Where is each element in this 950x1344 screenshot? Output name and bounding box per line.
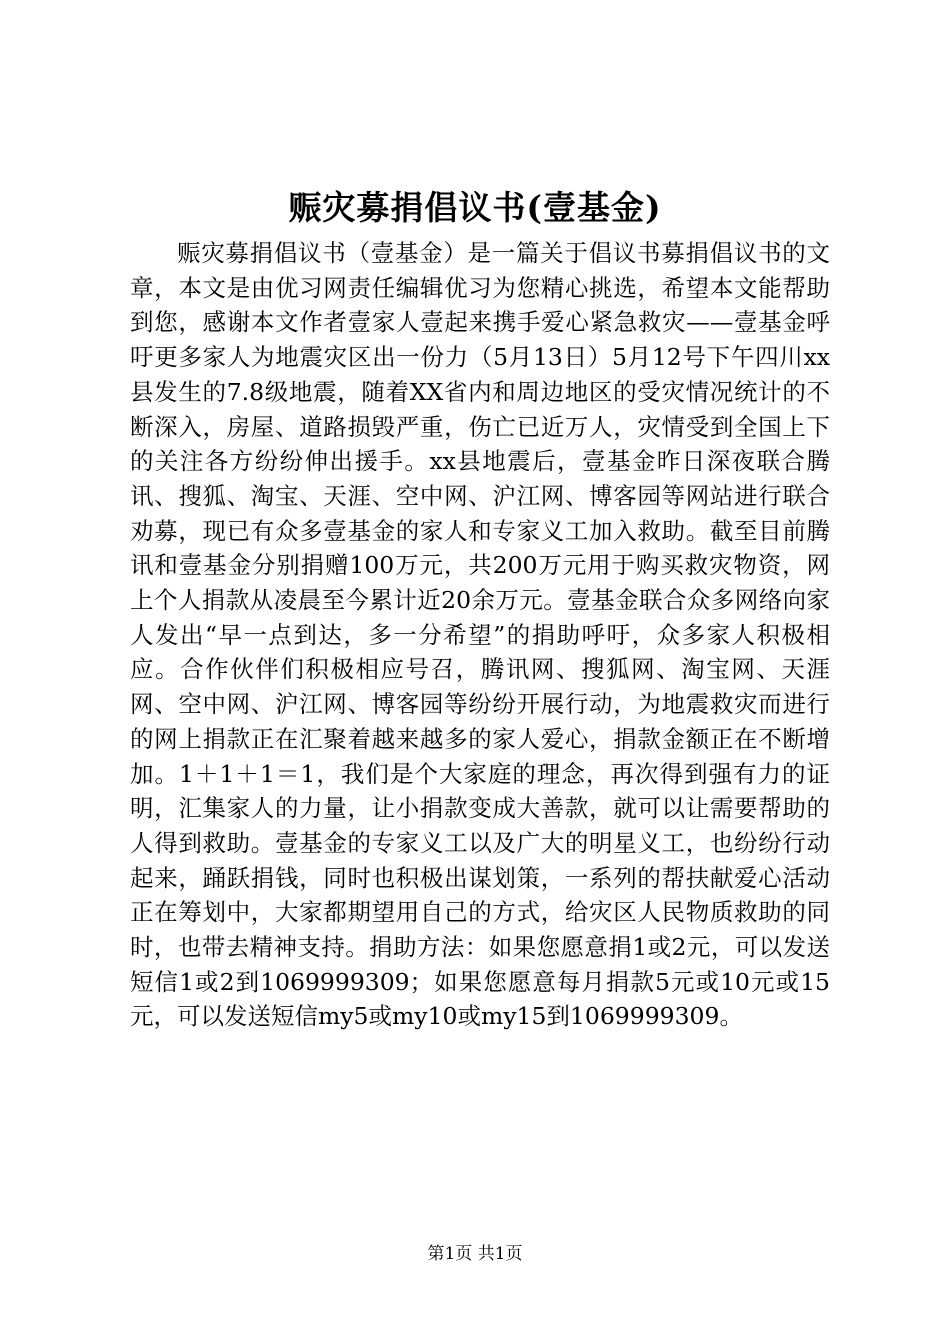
document-body-paragraph: 赈灾募捐倡议书（壹基金）是一篇关于倡议书募捐倡议书的文章，本文是由优习网责任编辑优习为您精心挑选，希望本文能帮助到您，感谢本文作者壹家人壹起来携手爱心紧急救灾——壹基金呼吁更多家人为地震灾区出一份力（5月13日）5月12号下午四川xx县发生的7.8级地震，随着XX省内和周边地区的受灾情况统计的不断深入，房屋、道路损毁严重，伤亡已近万人，灾情受到全国上下的关注各方纷纷伸出援手。xx县地震后，壹基金昨日深夜联合腾讯、搜狐、淘宝、天涯、空中网、沪江网、博客园等网站进行联合劝募，现已有众多壹基金的家人和专家义工加入救助。截至目前腾讯和壹基金分别捐赠100万元，共200万元用于购买救灾物资，网上个人捐款从凌晨至今累计近20余万元。壹基金联合众多网络向家人发出“早一点到达，多一分希望”的捐助呼吁，众多家人积极相应。合作伙伴们积极相应号召，腾讯网、搜狐网、淘宝网、天涯网、空中网、沪江网、博客园等纷纷开展行动，为地震救灾而进行的网上捐款正在汇聚着越来越多的家人爱心，捐款金额正在不断增加。1＋1＋1＝1，我们是个大家庭的理念，再次得到强有力的证明，汇集家人的力量，让小捐款变成大善款，就可以让需要帮助的人得到救助。壹基金的专家义工以及广大的明星义工，也纷纷行动起来，踊跃捐钱，同时也积极出谋划策，一系列的帮扶献爱心活动正在筹划中，大家都期望用自己的方式，给灾区人民物质救助的同时，也带去精神支持。捐助方法：如果您愿意捐1或2元，可以发送短信1或2到1069999309；如果您愿意每月捐款5元或10元或15元，可以发送短信my5或my10或my15到1069999309。 xyxy=(130,239,830,1031)
document-title: 赈灾募捐倡议书(壹基金) xyxy=(288,188,662,227)
page-number-footer: 第1页 共1页 xyxy=(427,1244,523,1264)
